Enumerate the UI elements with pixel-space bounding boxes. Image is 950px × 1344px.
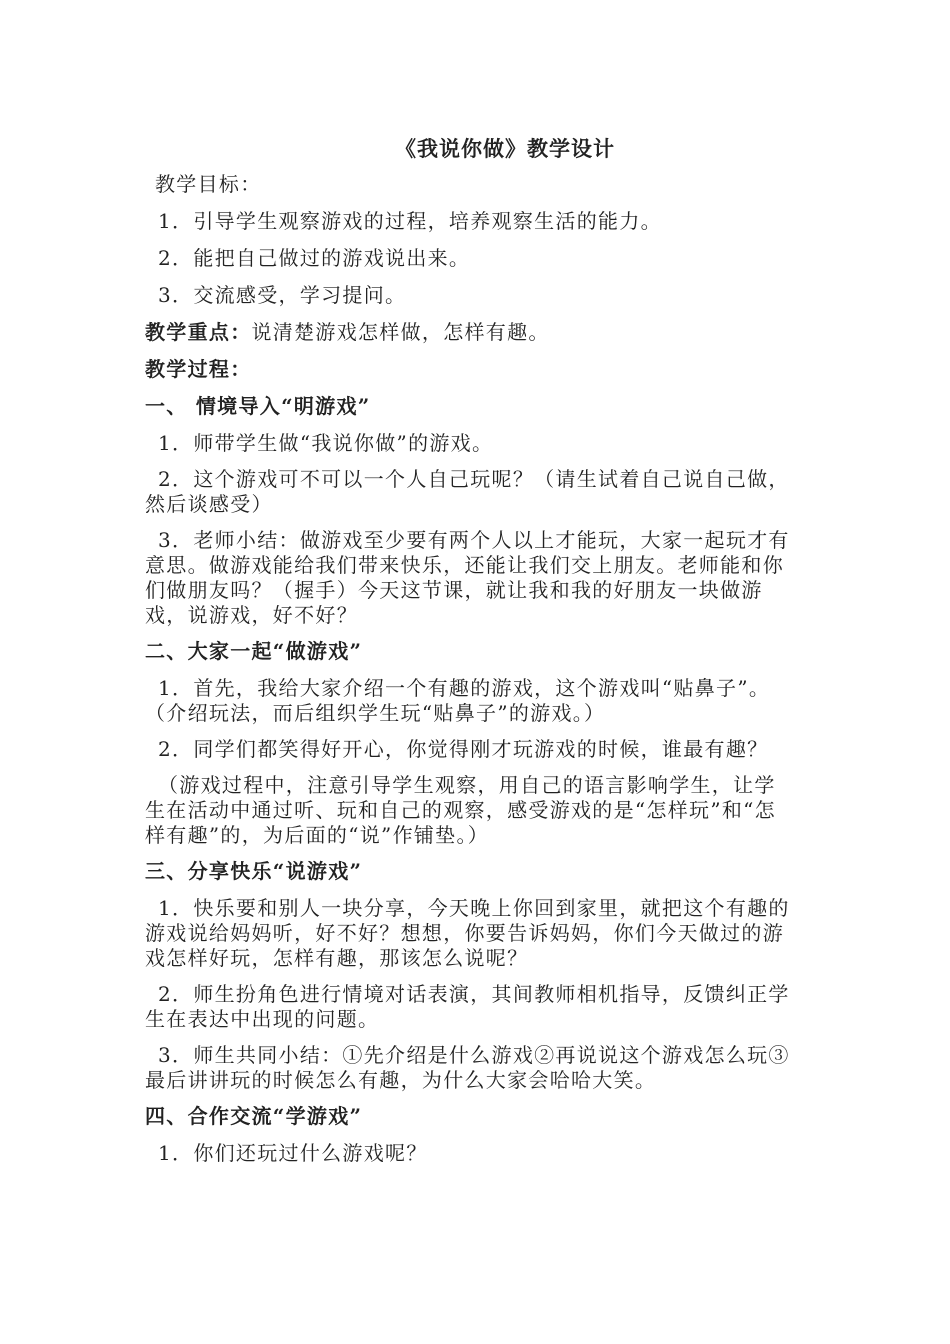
section-paragraph: （游戏过程中，注意引导学生观察，用自己的语言影响学生，让学生在活动中通过听、玩和自己的观察，感受游戏的是“怎样玩”和“怎样有趣”的，为后面的“说”作铺垫。）: [145, 773, 776, 847]
objective-item: 1．引导学生观察游戏的过程，培养观察生活的能力。: [158, 209, 662, 233]
section-paragraph: 1．师带学生做“我说你做”的游戏。: [158, 431, 494, 455]
key-point: [145, 320, 795, 345]
section-paragraph: 2．同学们都笑得好开心，你觉得刚才玩游戏的时候，谁最有趣？: [158, 737, 769, 761]
section-heading: 一、 情境导入“明游戏”: [145, 394, 371, 418]
document-title: 《我说你做》教学设计: [395, 136, 615, 161]
section-heading: 四、合作交流“学游戏”: [145, 1104, 363, 1128]
section-paragraph: 2．这个游戏可不可以一个人自己玩呢？（请生试着自己说自己做，然后谈感受）: [145, 467, 790, 516]
section-paragraph: 3．老师小结：做游戏至少要有两个人以上才能玩，大家一起玩才有意思。做游戏能给我们带来快乐，还能让我们交上朋友。老师能和你们做朋友吗？（握手）今天这节课，就让我和我的好朋友一块做游戏，说游戏，好不好？: [145, 528, 790, 627]
process-heading: 教学过程：: [145, 357, 252, 381]
objectives-heading: 教学目标：: [155, 172, 262, 196]
section-paragraph: 1．首先，我给大家介绍一个有趣的游戏，这个游戏叫“贴鼻子”。（介绍玩法，而后组织学生玩“贴鼻子”的游戏。）: [145, 676, 771, 725]
section-paragraph: 2．师生扮角色进行情境对话表演，其间教师相机指导，反馈纠正学生在表达中出现的问题。: [145, 982, 790, 1031]
section-paragraph: 3．师生共同小结：①先介绍是什么游戏②再说说这个游戏怎么玩③最后讲讲玩的时候怎么有趣，为什么大家会哈哈大笑。: [145, 1043, 790, 1092]
section-heading: 二、大家一起“做游戏”: [145, 639, 363, 663]
objective-item: 3．交流感受，学习提问。: [158, 283, 407, 307]
key-point-label: 教学重点：: [145, 320, 252, 344]
key-point-text: 说清楚游戏怎样做，怎样有趣。: [251, 320, 550, 344]
section-paragraph: 1．你们还玩过什么游戏呢？: [158, 1141, 428, 1165]
document-body: [145, 172, 795, 1177]
section-paragraph: 1．快乐要和别人一块分享，今天晚上你回到家里，就把这个有趣的游戏说给妈妈听，好不好？想想，你要告诉妈妈，你们今天做过的游戏怎样好玩，怎样有趣，那该怎么说呢？: [145, 896, 790, 970]
objective-item: 2．能把自己做过的游戏说出来。: [158, 246, 471, 270]
section-heading: 三、分享快乐“说游戏”: [145, 859, 363, 883]
